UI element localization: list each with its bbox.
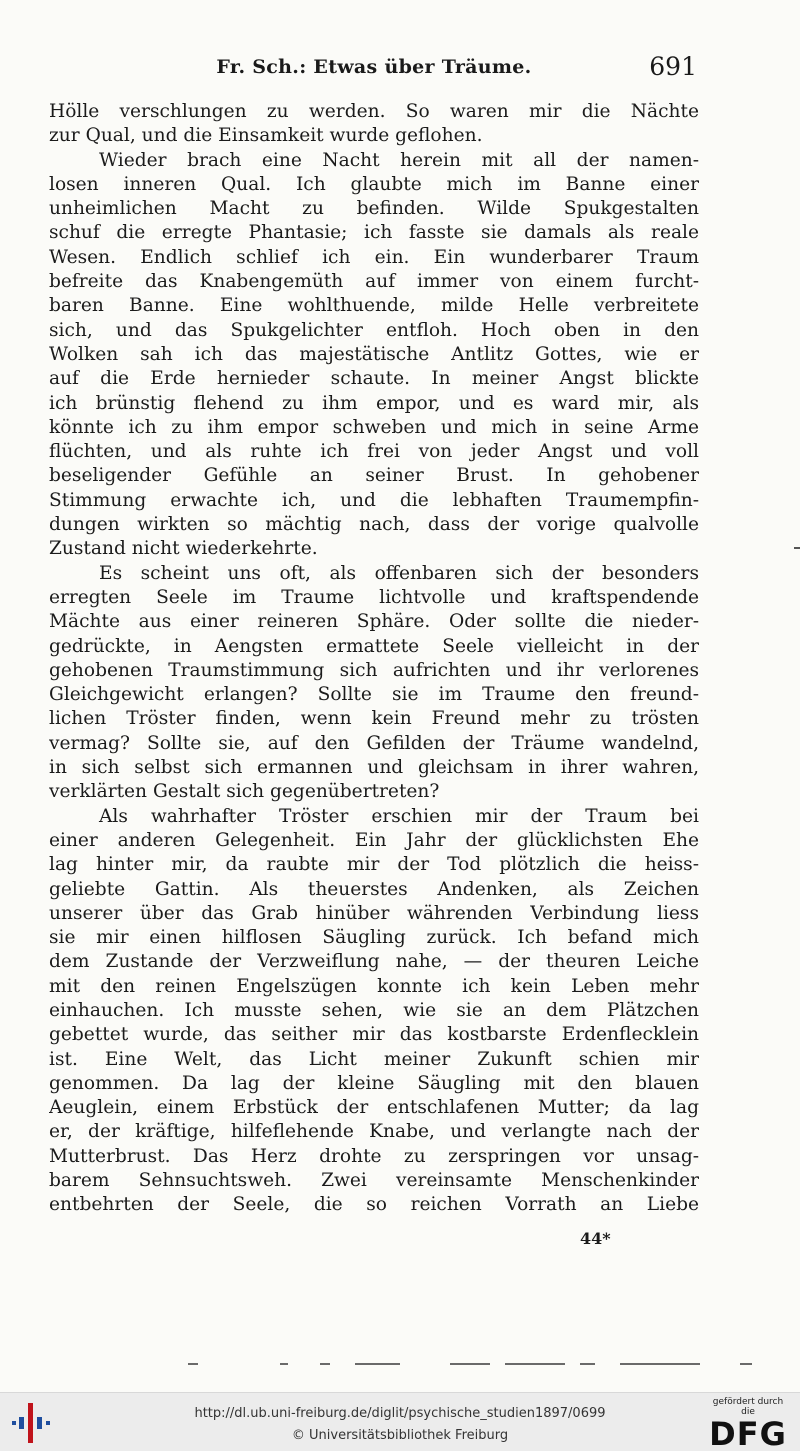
scan-edge-mark bbox=[794, 547, 800, 549]
text-line: dem Zustande der Verzweiflung nahe, — der theuren Leiche bbox=[49, 951, 699, 973]
dfg-logo-text: DFG bbox=[709, 1415, 787, 1451]
scan-artifact-marks bbox=[180, 1360, 780, 1368]
text-line: genommen. Da lag der kleine Säugling mit den blauen bbox=[49, 1072, 699, 1094]
text-line: sie mir einen hilflosen Säugling zurück. Ich befand mich bbox=[49, 927, 699, 949]
text-line: ich brünstig flehend zu ihm empor, und es ward mir, als bbox=[49, 392, 699, 414]
text-line: geliebte Gattin. Als theuerstes Andenken, als Zeichen bbox=[49, 878, 699, 900]
text-line: könnte ich zu ihm empor schweben und mich in seine Arme bbox=[49, 416, 699, 438]
text-line: Wolken sah ich das majestätische Antlitz Gottes, wie er bbox=[49, 343, 699, 365]
text-line: unheimlichen Macht zu befinden. Wilde Spukgestalten bbox=[49, 198, 699, 220]
text-line: Es scheint uns oft, als offenbaren sich der besonders bbox=[99, 562, 699, 584]
text-line: Stimmung erwachte ich, und die lebhaften Traumempfin- bbox=[49, 489, 699, 511]
text-line: gedrückte, in Aengsten ermattete Seele vielleicht in der bbox=[49, 635, 699, 657]
text-line: Hölle verschlungen zu werden. So waren mir die Nächte bbox=[49, 101, 699, 122]
text-line: erregten Seele im Traume lichtvolle und kraftspendende bbox=[49, 586, 699, 608]
text-line: Aeuglein, einem Erbstück der entschlafenen Mutter; da lag bbox=[49, 1097, 699, 1119]
signature-mark: 44* bbox=[580, 1229, 611, 1248]
text-line: losen inneren Qual. Ich glaubte mich im Banne einer bbox=[49, 173, 699, 195]
page-number: 691 bbox=[649, 52, 697, 81]
text-line: unserer über das Grab hinüber währenden Verbindung liess bbox=[49, 902, 699, 924]
text-line: sich, und das Spukgelichter entfloh. Hoch oben in den bbox=[49, 319, 699, 341]
text-line: Wieder brach eine Nacht herein mit all der namen- bbox=[99, 149, 699, 171]
text-line: dungen wirkten so mächtig nach, dass der vorige qualvolle bbox=[49, 514, 699, 536]
text-line: lag hinter mir, da raubte mir der Tod plötzlich die heiss- bbox=[49, 854, 699, 876]
text-line: er, der kräftige, hilfeflehende Knabe, und verlangte nach der bbox=[49, 1121, 699, 1143]
dfg-logo bbox=[706, 1397, 790, 1449]
text-line: befreite das Knabengemüth auf immer von einem furcht- bbox=[49, 271, 699, 293]
text-line: baren Banne. Eine wohlthuende, milde Helle verbreitete bbox=[49, 295, 699, 317]
text-line: Zustand nicht wiederkehrte. bbox=[49, 538, 318, 560]
text-line: mit den reinen Engelszügen konnte ich kein Leben mehr bbox=[49, 975, 699, 997]
running-header bbox=[49, 52, 699, 86]
library-footer bbox=[0, 1392, 800, 1451]
text-line: schuf die erregte Phantasie; ich fasste sie damals als reale bbox=[49, 222, 699, 244]
body-text bbox=[49, 100, 699, 1218]
dfg-funding-text: gefördert durch die bbox=[712, 1397, 784, 1417]
text-line: einhauchen. Ich musste sehen, wie sie an dem Plätzchen bbox=[49, 999, 699, 1021]
text-line: Wesen. Endlich schlief ich ein. Ein wunderbarer Traum bbox=[49, 246, 699, 268]
text-line: Mutterbrust. Das Herz drohte zu zerspringen vor unsag- bbox=[49, 1145, 699, 1167]
text-line: gebettet wurde, das seither mir das kostbarste Erdenflecklein bbox=[49, 1024, 699, 1046]
text-line: lichen Tröster finden, wenn kein Freund mehr zu trösten bbox=[49, 708, 699, 730]
text-line: barem Sehnsuchtsweh. Zwei vereinsamte Menschenkinder bbox=[49, 1170, 699, 1192]
text-line: Als wahrhafter Tröster erschien mir der Traum bei bbox=[99, 805, 699, 827]
text-line: zur Qual, und die Einsamkeit wurde geflohen. bbox=[49, 125, 483, 147]
text-line: ist. Eine Welt, das Licht meiner Zukunft schien mir bbox=[49, 1048, 699, 1070]
text-line: in sich selbst sich ermannen und gleichsam in ihrer wahren, bbox=[49, 757, 699, 779]
text-line: entbehrten der Seele, die so reichen Vorrath an Liebe bbox=[49, 1194, 699, 1216]
text-line: flüchten, und als ruhte ich frei von jeder Angst und voll bbox=[49, 441, 699, 463]
text-line: beseligender Gefühle an seiner Brust. In gehobener bbox=[49, 465, 699, 487]
text-line: einer anderen Gelegenheit. Ein Jahr der glücklichsten Ehe bbox=[49, 829, 699, 851]
text-line: gehobenen Traumstimmung sich aufrichten und ihr verlorenes bbox=[49, 659, 699, 681]
text-line: verklärten Gestalt sich gegenübertreten? bbox=[49, 781, 440, 803]
copyright-notice: © Universitätsbibliothek Freiburg bbox=[291, 1428, 509, 1443]
text-line: auf die Erde hernieder schaute. In meiner Angst blickte bbox=[49, 368, 699, 390]
text-line: vermag? Sollte sie, auf den Gefilden der Träume wandelnd, bbox=[49, 732, 699, 754]
text-line: Mächte aus einer reineren Sphäre. Oder sollte die nieder- bbox=[49, 611, 699, 633]
text-line: Gleichgewicht erlangen? Sollte sie im Traume den freund- bbox=[49, 684, 699, 706]
permalink-url[interactable]: http://dl.ub.uni-freiburg.de/diglit/psychische_studien1897/0699 bbox=[194, 1406, 606, 1421]
running-title: Fr. Sch.: Etwas über Träume. bbox=[216, 56, 532, 78]
